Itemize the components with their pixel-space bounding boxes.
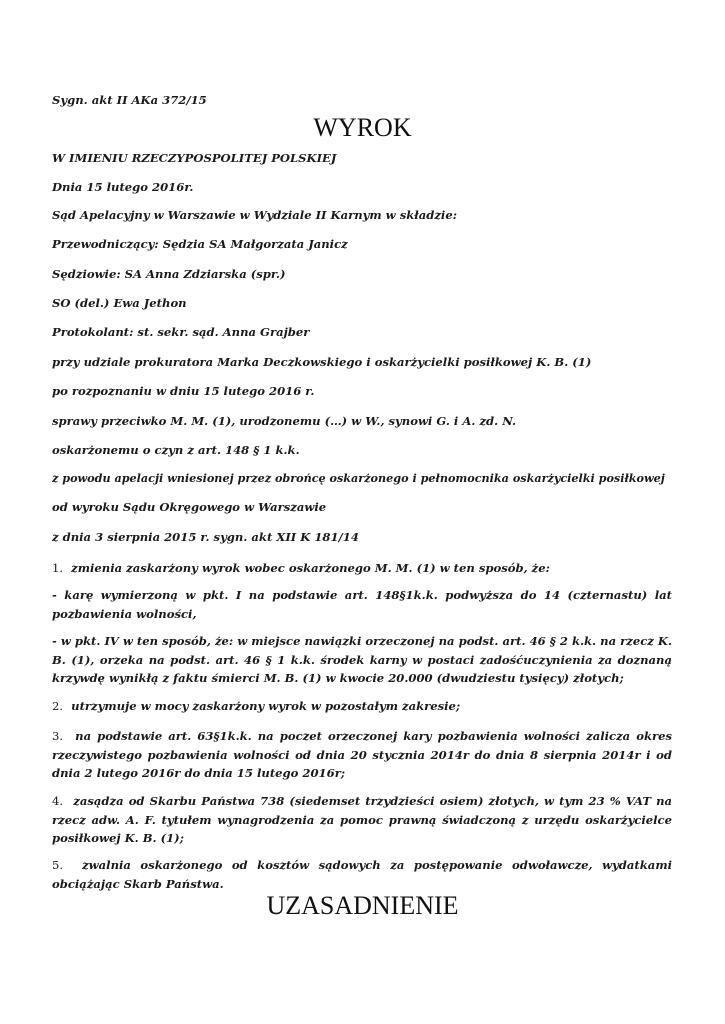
- header-line: oskarżonemu o czyn z art. 148 § 1 k.k.: [52, 443, 300, 457]
- point-text: zasądza od Skarbu Państwa 738 (siedemset trzydzieści osiem) złotych, w tym 23 % VAT na rzecz adw. A. F. tytułem wynagrodzenia za pomoc prawną świadczoną z urzędu oskarżycielce posiłkowej K. B. (1);: [52, 794, 673, 845]
- point-number: 4.: [52, 794, 64, 808]
- header-line: po rozpoznaniu w dniu 15 lutego 2016 r.: [52, 384, 315, 398]
- section-title: UZASADNIENIE: [266, 891, 459, 920]
- point-text: - karę wymierzoną w pkt. I na podstawie art. 148§1k.k. podwyższa do 14 (czternastu) lat pozbawienia wolności,: [52, 588, 672, 621]
- ruling-point-3: [52, 727, 672, 783]
- header-line: Protokolant: st. sekr. sąd. Anna Grajber: [52, 325, 310, 339]
- ruling-point-2: [52, 697, 672, 716]
- point-text: zmienia zaskarżony wyrok wobec oskarżonego M. M. (1) w ten sposób, że:: [71, 561, 550, 575]
- point-number: 2.: [52, 699, 64, 713]
- header-line: przy udziale prokuratora Marka Deczkowskiego i oskarżycielki posiłkowej K. B. (1): [52, 355, 592, 369]
- header-line: sprawy przeciwko M. M. (1), urodzonemu (…) w W., synowi G. i A. zd. N.: [52, 414, 517, 428]
- point-number: 1.: [52, 561, 64, 575]
- point-text: - w pkt. IV w ten sposób, że: w miejsce nawiązki orzeczonej na podst. art. 46 § 2 k.k. na rzecz K. B. (1), orzeka na podst. art. 46 § 1 k.k. środek karny w postaci zadośćuczynienia za doznaną krzywdę wynikłą z faktu śmierci M. B. (1) w kwocie 20.000 (dwudziestu tysięcy) złotych;: [52, 634, 672, 685]
- header-line: Sąd Apelacyjny w Warszawie w Wydziale II Karnym w składzie:: [52, 208, 457, 222]
- header-line: z dnia 3 sierpnia 2015 r. sygn. akt XII K 181/14: [52, 530, 359, 544]
- header-line: W IMIENIU RZECZYPOSPOLITEJ POLSKIEJ: [52, 151, 337, 165]
- header-line: SO (del.) Ewa Jethon: [52, 296, 187, 310]
- ruling-point-1: [52, 559, 672, 578]
- point-text: na podstawie art. 63§1k.k. na poczet orzeczonej kary pozbawienia wolności zalicza okres rzeczywistego pozbawienia wolności od dnia 20 stycznia 2014r do dnia 8 sierpnia 2014r i od dnia 2 lutego 2016r do dnia 15 lutego 2016r;: [52, 729, 672, 780]
- ruling-point-5: [52, 856, 672, 893]
- header-line: Dnia 15 lutego 2016r.: [52, 180, 194, 194]
- ruling-subpoint: [52, 586, 672, 623]
- point-number: 3.: [52, 729, 64, 743]
- header-line: Przewodniczący: Sędzia SA Małgorzata Janicz: [52, 237, 348, 251]
- point-text: zwalnia oskarżonego od kosztów sądowych za postępowanie odwoławcze, wydatkami obciążając Skarb Państwa.: [52, 858, 672, 891]
- point-number: 5.: [52, 858, 64, 872]
- header-line: Sędziowie: SA Anna Zdziarska (spr.): [52, 267, 286, 281]
- header-line: od wyroku Sądu Okręgowego w Warszawie: [52, 500, 327, 514]
- ruling-point-4: [52, 792, 672, 848]
- header-line: z powodu apelacji wniesionej przez obrońcę oskarżonego i pełnomocnika oskarżycielki posiłkowej: [52, 471, 665, 485]
- case-number: Sygn. akt II AKa 372/15: [52, 93, 207, 107]
- judgment-title: WYROK: [313, 113, 412, 142]
- ruling-subpoint: [52, 632, 672, 688]
- point-text: utrzymuje w mocy zaskarżony wyrok w pozostałym zakresie;: [71, 699, 461, 713]
